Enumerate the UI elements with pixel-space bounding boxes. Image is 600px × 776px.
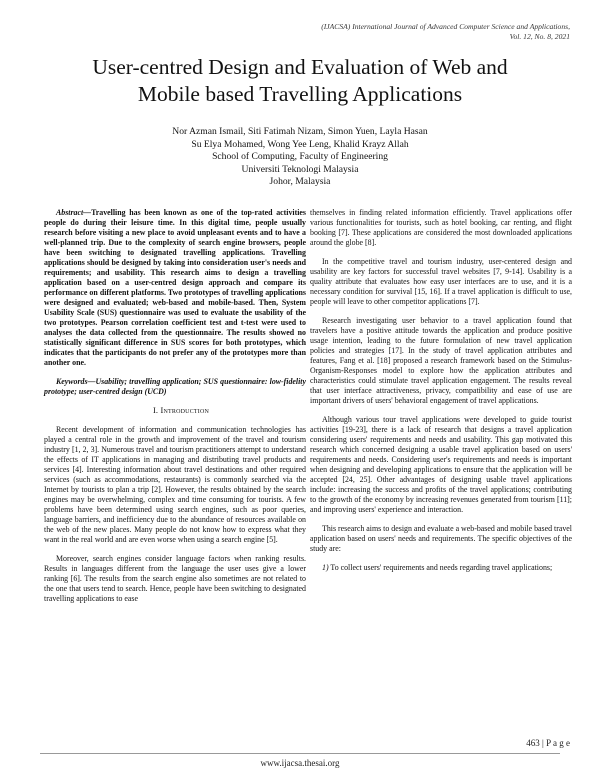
author-block — [60, 126, 540, 189]
section-title: Introduction — [160, 406, 210, 415]
abstract — [44, 208, 306, 368]
intro-paragraph-6: Although various tour travel applications were developed to guide tourist activities [19-23], there is a lack of research that designs a travel application considering users' requirements and needs and usability. This gap motivated this research which concerned designing a usable travel application based on users' requirements and needs. Considering user's requirements and needs is important when designing and developing applications to ensure that the application will be accepted [24, 25]. Other advantages of designing usable travel applications include: increasing the success and profits of the travel applications; contributing to the growth of the economy by increasing revenues generated from tourism [11]; and improving users' experience and interaction. — [310, 415, 572, 514]
paper-title — [40, 54, 560, 108]
abstract-label: Abstract— — [56, 208, 92, 217]
footer-divider — [40, 753, 560, 754]
abstract-text: Travelling has been known as one of the top-rated activities people do during their leisure time. In this digital time, people usually research before visiting a new place to avoid unpleasant events and to have a well-planned trip. Due to the complexity of search engine browsers, people have been switching to designated travelling applications. Travelling applications should be designed by taking into consideration user's needs and requirements; and usability. This research aims to design a travelling application based on a user-centred design approach and compare its performance on different platforms. Two prototypes of travelling applications were designed and evaluated; web-based and mobile-based. Then, System Usability Scale (SUS) questionnaire was used to evaluate the usability of the two prototypes. Pearson correlation coefficient test and t-test were used to analyses the data collected from the questionnaire. The results showed no statistically significant difference in SUS scores for both prototypes, which indicates that the participants do not prefer any of the prototypes more than another one. — [44, 208, 306, 367]
intro-paragraph-4: In the competitive travel and tourism industry, user-centered design and usability are key factors for successful travel websites [7, 9-14]. Usability is a quality attribute that evaluates how easy user interfaces are to use, and it is a necessary condition for survival [15, 16]. If a travel application is difficult to use, people will leave to other competitor applications [7]. — [310, 257, 572, 306]
right-column — [310, 208, 572, 582]
intro-paragraph-1: Recent development of information and communication technologies has played a central role in the growth and improvement of the travel and tourism industry [1, 2, 3]. Numerous travel and tourism practitioners attempt to understand the effects of IT applications in managing and distributing travel products and services [4]. Interesting information about travel destinations and other required services (such as accommodations, restaurants) is commonly searched via the Internet by tourists to plan a trip [2]. However, the results obtained by the search engines may be overwhelming, complex and time consuming for tourists. A few problems have been determined using search engines, such as poor queries, language barriers, and inefficiency due to the abundance of resources available on the web of the new places. Many people do not know how to express what they want in the real world and are even worse when using a search engine [5]. — [44, 425, 306, 544]
title-line-1: User-centred Design and Evaluation of Web and — [92, 55, 508, 79]
intro-paragraph-7: This research aims to design and evaluate a web-based and mobile based travel application based on users' needs and requirements. The specific objectives of the study are: — [310, 524, 572, 553]
journal-url[interactable]: www.ijacsa.thesai.org — [260, 758, 340, 768]
left-column — [44, 208, 306, 613]
intro-paragraph-2: Moreover, search engines consider language factors when ranking results. Results in languages different from the language the user uses give a lower ranking [6]. The results from the search engine also sometimes are not related to the one that users tend to search. Hence, people have been switching to designated travelling applications to ease — [44, 554, 306, 603]
page-number: 463 | P a g e — [526, 738, 570, 748]
volume-info: Vol. 12, No. 8, 2021 — [509, 32, 570, 41]
affiliation-university: Universiti Teknologi Malaysia — [241, 163, 359, 175]
affiliation-location: Johor, Malaysia — [269, 176, 331, 187]
section-heading-introduction — [44, 406, 306, 416]
author-names-line-1: Nor Azman Ismail, Siti Fatimah Nizam, Simon Yuen, Layla Hasan — [172, 126, 428, 137]
objective-item-1 — [310, 563, 572, 573]
keywords-label: Keywords— — [56, 377, 96, 386]
journal-name: (IJACSA) International Journal of Advanced Computer Science and Applications, — [321, 22, 570, 31]
running-header — [190, 22, 570, 42]
keywords-text: Usability; travelling application; SUS questionnaire: low-fidelity prototype; user-centred design (UCD) — [44, 377, 306, 396]
section-number: I. — [152, 406, 159, 415]
affiliation-school: School of Computing, Faculty of Engineering — [212, 151, 388, 162]
objective-text: To collect users' requirements and needs regarding travel applications; — [330, 563, 553, 572]
title-line-2: Mobile based Travelling Applications — [137, 82, 463, 106]
author-names-line-2: Su Elya Mohamed, Wong Yee Leng, Khalid Krayz Allah — [191, 138, 409, 150]
intro-paragraph-3: themselves in finding related information efficiently. Travel applications offer various functionalities for tourists, such as hotel booking, car renting, and flight booking [7]. These applications are considered the most downloaded applications around the globe [8]. — [310, 208, 572, 247]
intro-paragraph-5: Research investigating user behavior to a travel application found that travelers have a positive attitude towards the application and produce positive usage intention, leading to the future formulation of new travel application policies and strategies [17]. In the study of travel application attributes and features, Fang et al. [18] proposed a research framework based on the Stimulus-Organism-Responses model to explore how the application attributes and characteristics could stimulate travel application engagement. The results reveal that user interface attractiveness, privacy, compatibility and ease of use are important drivers of users' behavioral engagement of travel applications. — [310, 316, 572, 405]
keywords — [44, 377, 306, 397]
objective-number: 1) — [322, 563, 329, 572]
